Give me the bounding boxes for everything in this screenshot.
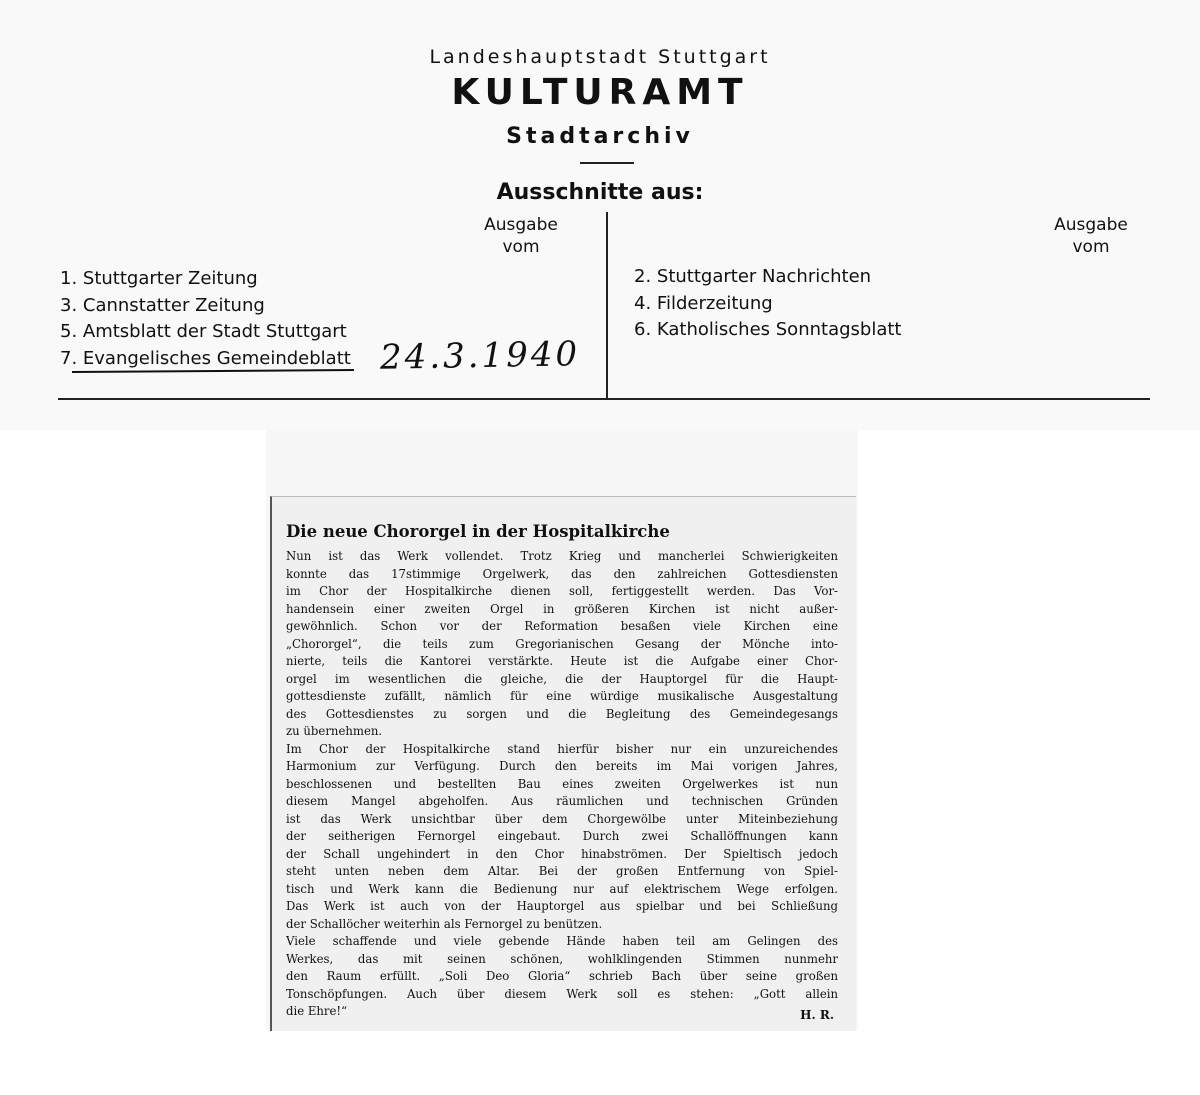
article-line: Im Chor der Hospitalkirche stand hierfür bisher nur ein unzureichendes <box>286 741 838 756</box>
article-line: Tonschöpfungen. Auch über diesem Werk soll es stehen: „Gott allein <box>286 986 838 1001</box>
publication-item: 2. Stuttgarter Nachrichten <box>634 266 872 287</box>
article-line: Nun ist das Werk vollendet. Trotz Krieg und mancherlei Schwierigkeiten <box>286 549 838 563</box>
column-divider <box>606 212 608 400</box>
edition-label-right-text: Ausgabe vom <box>1054 215 1128 257</box>
edition-label-right <box>1036 214 1146 258</box>
article-line: nierte, teils die Kantorei verstärkte. Heute ist die Aufgabe einer Chor- <box>286 654 838 668</box>
article-line: Harmonium zur Verfügung. Durch den bereits im Mai vorigen Jahres, <box>286 759 838 773</box>
publication-item: 6. Katholisches Sonntagsblatt <box>634 319 902 340</box>
article-line: Das Werk ist auch von der Hauptorgel aus spielbar und bei Schließung <box>286 899 838 913</box>
handwritten-date: 24.3.1940 <box>379 334 581 378</box>
edition-label-left-text: Ausgabe vom <box>484 215 558 257</box>
article-line: diesem Mangel abgeholfen. Aus räumlichen und technischen Gründen <box>286 794 838 808</box>
article-line: Viele schaffende und viele gebende Hände haben teil am Gelingen des <box>286 934 838 948</box>
edition-label-left <box>466 214 576 258</box>
publication-item: 1. Stuttgarter Zeitung <box>60 268 258 289</box>
article-line: der seitherigen Fernorgel eingebaut. Durch zwei Schallöffnungen kann <box>286 829 838 843</box>
department-name: Stadtarchiv <box>506 124 694 149</box>
header-bottom-rule <box>58 398 1150 400</box>
article-title: Die neue Chororgel in der Hospitalkirche <box>286 522 670 541</box>
article-line: „Chororgel“, die teils zum Gregorianischen Gesang der Mönche into- <box>286 636 838 651</box>
article-line: orgel im wesentlichen die gleiche, die der Hauptorgel für die Haupt- <box>286 671 838 686</box>
article-line: tisch und Werk kann die Bedienung nur auf elektrischem Wege erfolgen. <box>286 881 838 896</box>
article-line: Werkes, das mit seinen schönen, wohlklingenden Stimmen nunmehr <box>286 951 838 966</box>
clippings-heading: Ausschnitte aus: <box>496 180 704 205</box>
article-line: steht unten neben dem Altar. Bei der großen Entfernung von Spiel- <box>286 864 838 878</box>
article-line: gottesdienste zufällt, nämlich für eine würdige musikalische Ausgestaltung <box>286 689 838 703</box>
title-divider <box>580 162 634 164</box>
article-line: die Ehre!“ <box>286 1004 348 1018</box>
article-line: beschlossenen und bestellten Bau eines zweiten Orgelwerkes ist nun <box>286 776 838 791</box>
publication-item-selected: 7. Evangelisches Gemeindeblatt <box>60 347 351 369</box>
publication-item: 4. Filderzeitung <box>634 292 773 314</box>
article-line: den Raum erfüllt. „Soli Deo Gloria“ schrieb Bach über seine großen <box>286 969 838 983</box>
city-name: Landeshauptstadt Stuttgart <box>429 46 771 68</box>
article-line: ist das Werk unsichtbar über dem Chorgewölbe unter Miteinbeziehung <box>286 811 838 826</box>
article-line: des Gottesdienstes zu sorgen und die Begleitung des Gemeindegesangs <box>286 706 838 721</box>
article-line: gewöhnlich. Schon vor der Reformation besaßen viele Kirchen eine <box>286 619 838 633</box>
article-body <box>286 548 838 1021</box>
article-line: zu übernehmen. <box>286 724 383 738</box>
article-line: handensein einer zweiten Orgel in größeren Kirchen ist nicht außer- <box>286 601 838 616</box>
article-line: der Schallöcher weiterhin als Fernorgel zu benützen. <box>286 916 603 931</box>
publication-item: 5. Amtsblatt der Stadt Stuttgart <box>60 321 347 342</box>
article-line: im Chor der Hospitalkirche dienen soll, fertiggestellt werden. Das Vor- <box>286 584 838 598</box>
publication-item: 3. Cannstatter Zeitung <box>60 294 265 316</box>
publication-list-left <box>60 266 351 372</box>
article-signature: H. R. <box>800 1008 834 1022</box>
office-name: KULTURAMT <box>451 72 749 113</box>
publication-list-right <box>634 264 901 344</box>
article-line: der Schall ungehindert in den Chor hinabströmen. Der Spieltisch jedoch <box>286 846 838 861</box>
article-line: konnte das 17stimmige Orgelwerk, das den zahlreichen Gottesdiensten <box>286 566 838 581</box>
